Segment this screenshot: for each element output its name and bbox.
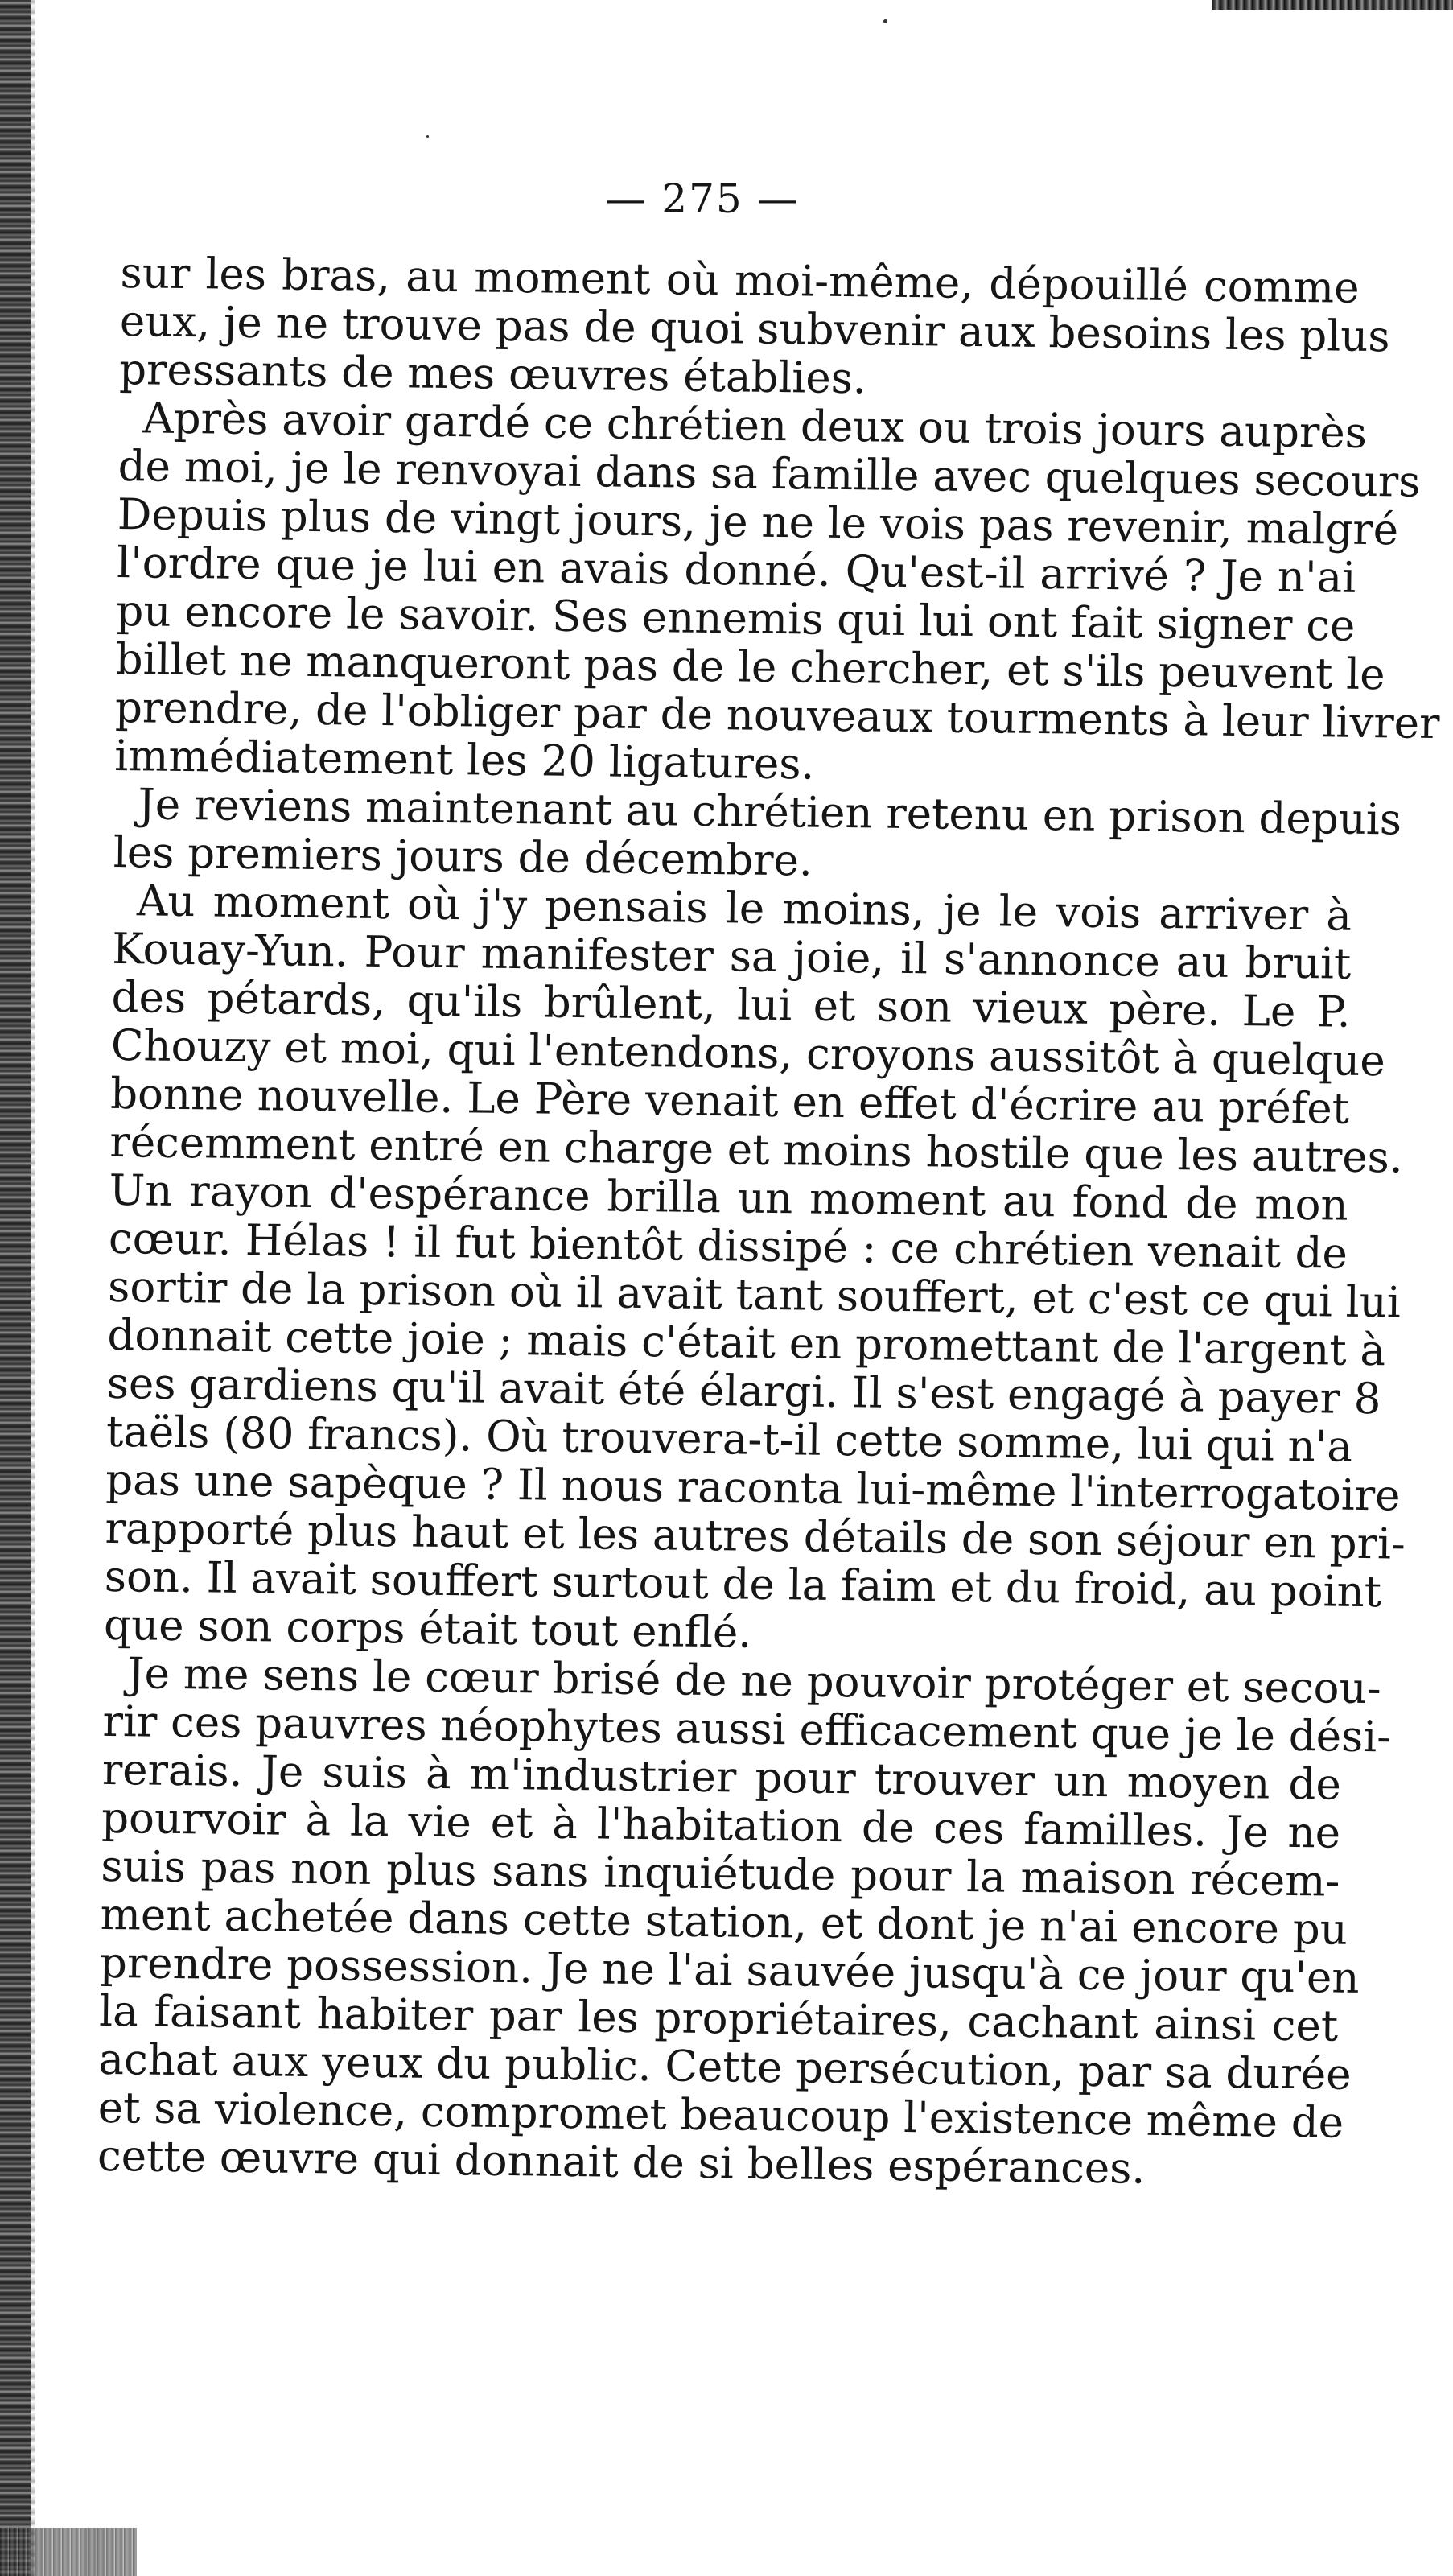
paragraph: [113, 780, 1402, 892]
text-line: Chouzy et moi, qui l'entendons, croyons aussitôt à quelque: [110, 1020, 1386, 1086]
text-line: bonne nouvelle. Le Père venait en effet d'écrire au préfet: [109, 1069, 1350, 1134]
text-line: taëls (80 francs). Où trouvera-t-il cette somme, lui qui n'a: [105, 1407, 1353, 1472]
text-line: cette œuvre qui donnait de si belles espérances.: [97, 2131, 1146, 2194]
scan-speck: [883, 19, 887, 23]
text-line: eux, je ne trouve pas de quoi subvenir aux besoins les plus: [119, 296, 1390, 362]
paragraph: [113, 394, 1440, 796]
text-line: Un rayon d'espérance brilla un moment au fond de mon: [109, 1165, 1348, 1230]
text-line: Je me sens le cœur brisé de ne pouvoir protéger et secou-: [127, 1649, 1381, 1714]
text-line: que son corps était tout enflé.: [103, 1600, 752, 1658]
scan-border-top: [1212, 0, 1453, 10]
text-line: et sa violence, compromet beaucoup l'existence même de: [97, 2083, 1344, 2148]
text-line: de moi, je le renvoyai dans sa famille avec quelques secours: [117, 441, 1421, 507]
text-line: prendre, de l'obliger par de nouveaux tourments à leur livrer: [114, 682, 1440, 749]
text-line: ment achetée dans cette station, et dont je n'ai encore pu: [100, 1890, 1348, 1955]
text-line: pourvoir à la vie et à l'habitation de ces familles. Je ne: [101, 1793, 1341, 1858]
text-line: récemment entré en charge et moins hostile que les autres.: [109, 1117, 1404, 1183]
body-text: [97, 249, 1440, 2196]
text-line: ses gardiens qu'il avait été élargi. Il s'est engagé à payer 8: [106, 1358, 1381, 1424]
text-line: pas une sapèque ? Il nous raconta lui-même l'interrogatoire: [105, 1455, 1401, 1521]
text-line: rapporté plus haut et les autres détails de son séjour en pri-: [105, 1503, 1406, 1569]
text-line: Au moment où j'y pensais le moins, je le vois arriver à: [136, 876, 1352, 941]
text-line: Depuis plus de vingt jours, je ne le vois pas revenir, malgré: [117, 489, 1399, 555]
scan-speck: [426, 135, 429, 138]
text-line: prendre possession. Je ne l'ai sauvée jusqu'à ce jour qu'en: [99, 1938, 1360, 2003]
text-line: sortir de la prison où il avait tant souffert, et c'est ce qui lui: [107, 1262, 1402, 1328]
text-line: rir ces pauvres néophytes aussi efficacement que je le dési-: [102, 1696, 1392, 1762]
scan-border-bottom: [0, 2528, 137, 2576]
page-number: — 275 —: [605, 175, 800, 222]
text-line: cœur. Hélas ! il fut bientôt dissipé : ce chrétien venait de: [108, 1214, 1348, 1279]
text-line: l'ordre que je lui en avais donné. Qu'est-il arrivé ? Je n'ai: [116, 538, 1356, 603]
paragraph: [103, 876, 1406, 1665]
text-line: billet ne manqueront pas de le chercher, et s'ils peuvent le: [115, 634, 1385, 700]
paragraph: [97, 1649, 1392, 2196]
text-line: Kouay-Yun. Pour manifester sa joie, il s'annonce au bruit: [112, 924, 1352, 989]
text-line: les premiers jours de décembre.: [113, 827, 813, 886]
text-line: achat aux yeux du public. Cette persécution, par sa durée: [98, 2034, 1352, 2100]
text-line: pressants de mes œuvres établies.: [118, 344, 867, 404]
text-line: des pétards, qu'ils brûlent, lui et son vieux père. Le P.: [111, 972, 1351, 1037]
paragraph: [118, 249, 1390, 410]
text-line: donnait cette joie ; mais c'était en promettant de l'argent à: [107, 1310, 1386, 1376]
text-line: pu encore le savoir. Ses ennemis qui lui ont fait signer ce: [116, 586, 1356, 651]
text-line: suis pas non plus sans inquiétude pour la maison récem-: [101, 1841, 1340, 1906]
text-line: rerais. Je suis à m'industrier pour trouver un moyen de: [101, 1745, 1342, 1810]
text-line: Après avoir gardé ce chrétien deux ou trois jours auprès: [142, 394, 1368, 458]
text-line: sur les bras, au moment où moi-même, dépouillé comme: [120, 249, 1360, 313]
text-line: immédiatement les 20 ligatures.: [113, 731, 815, 789]
text-line: la faisant habiter par les propriétaires, cachant ainsi cet: [98, 1986, 1339, 2051]
scan-border-left: [0, 0, 31, 2576]
text-line: son. Il avait souffert surtout de la faim et du froid, au point: [104, 1552, 1382, 1618]
text-line: Je reviens maintenant au chrétien retenu en prison depuis: [138, 780, 1402, 845]
